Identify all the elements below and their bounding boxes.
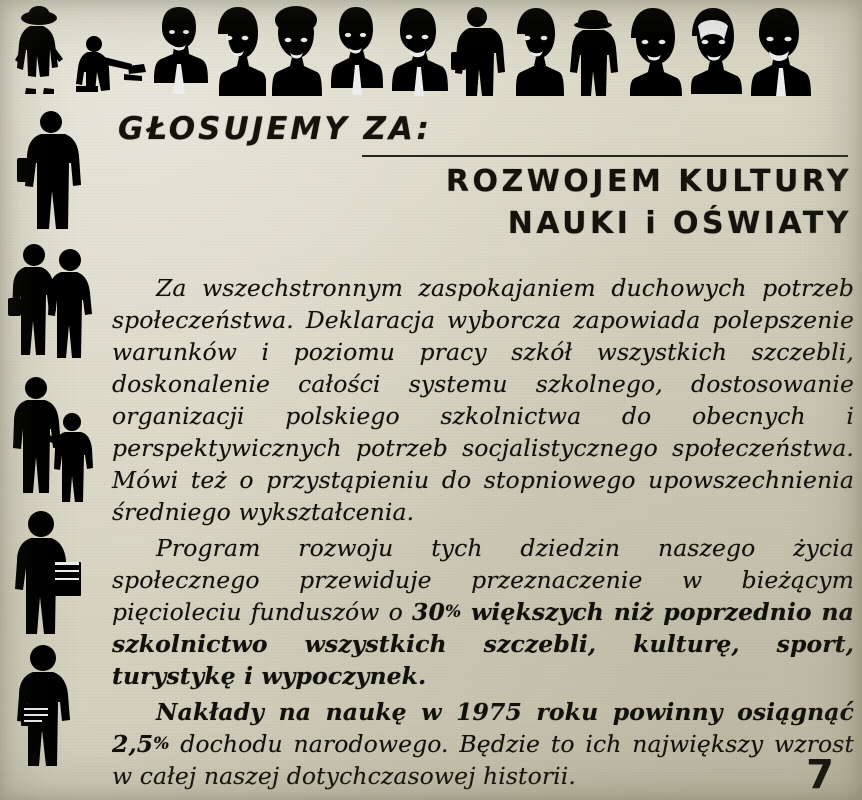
paragraph-2 [112, 532, 854, 692]
figure-woman-short-hair-portrait [508, 4, 564, 96]
headline-block [112, 112, 852, 242]
figure-blonde-woman-portrait [684, 4, 742, 96]
left-illustration-column [0, 96, 104, 800]
paragraph-3 [112, 696, 854, 792]
figure-smiling-man-portrait [386, 4, 448, 96]
figure-woman-updo-portrait [268, 4, 324, 96]
figure-man-with-hat [8, 4, 70, 96]
figure-man-with-briefcase [450, 4, 506, 96]
page-number: 7 [806, 752, 834, 798]
figure-two-women-walking [8, 240, 96, 368]
paragraph-2-percent-value: 30 [412, 598, 445, 626]
headline-line-1: GŁOSUJEMY ZA: [118, 111, 432, 147]
figure-man-portrait [150, 4, 208, 96]
top-illustration-strip [0, 0, 862, 96]
paragraph-2-part-a: Program rozwoju tych dziedzin naszego życia społecznego przewiduje przeznaczenie w bieżącym pięcioleciu funduszów o [112, 534, 854, 626]
paragraph-3-part-a: Nakłady na naukę w 1975 roku powinny osiągnąć [156, 698, 854, 726]
headline-line-2: ROZWOJEM KULTURY [445, 164, 852, 200]
paragraph-3-percent-value: 2,5 [112, 730, 154, 758]
headline-rule [362, 155, 848, 157]
figure-girl-with-book [11, 508, 93, 636]
paragraph-3-part-b: dochodu narodowego. Będzie to ich największy wzrost w całej naszej dotychczasowej historii. [112, 730, 854, 790]
paragraph-1: Za wszechstronnym zaspokajaniem duchowych potrzeb społeczeństwa. Deklaracja wyborcza zapowiada polepszenie warunków i poziomu pracy szkół wszystkich szczebli, doskonalenie całości systemu szkolnego, dostosowanie organizacji polskiego szkolnictwa do obecnych i perspektywicznych potrzeb socjalistycznego społeczeństwa. Mówi też o przystąpieniu do stopniowego upowszechnienia średniego wykształcenia. [112, 274, 854, 526]
figure-crouching-worker [72, 30, 148, 96]
paragraph-2-percent-sign: % [444, 602, 462, 622]
figure-young-man-portrait [326, 4, 384, 96]
figure-woman-with-notebook [11, 642, 93, 768]
figure-smiling-young-man-portrait [744, 4, 814, 96]
figure-man-with-bag [11, 106, 93, 234]
article-body [112, 272, 854, 798]
figure-dark-haired-woman-portrait [624, 4, 682, 96]
figure-woman-with-child [8, 374, 96, 502]
paragraph-2-part-b: większych niż poprzednio na szkolnictwo wszystkich szczebli, kulturę, sport, turystykę i wypoczynek. [112, 598, 854, 690]
figure-man-in-cap [566, 4, 622, 96]
headline-line-3: NAUKI i OŚWIATY [507, 205, 852, 241]
figure-woman-portrait [210, 4, 266, 96]
paragraph-3-percent-sign: % [153, 734, 170, 754]
